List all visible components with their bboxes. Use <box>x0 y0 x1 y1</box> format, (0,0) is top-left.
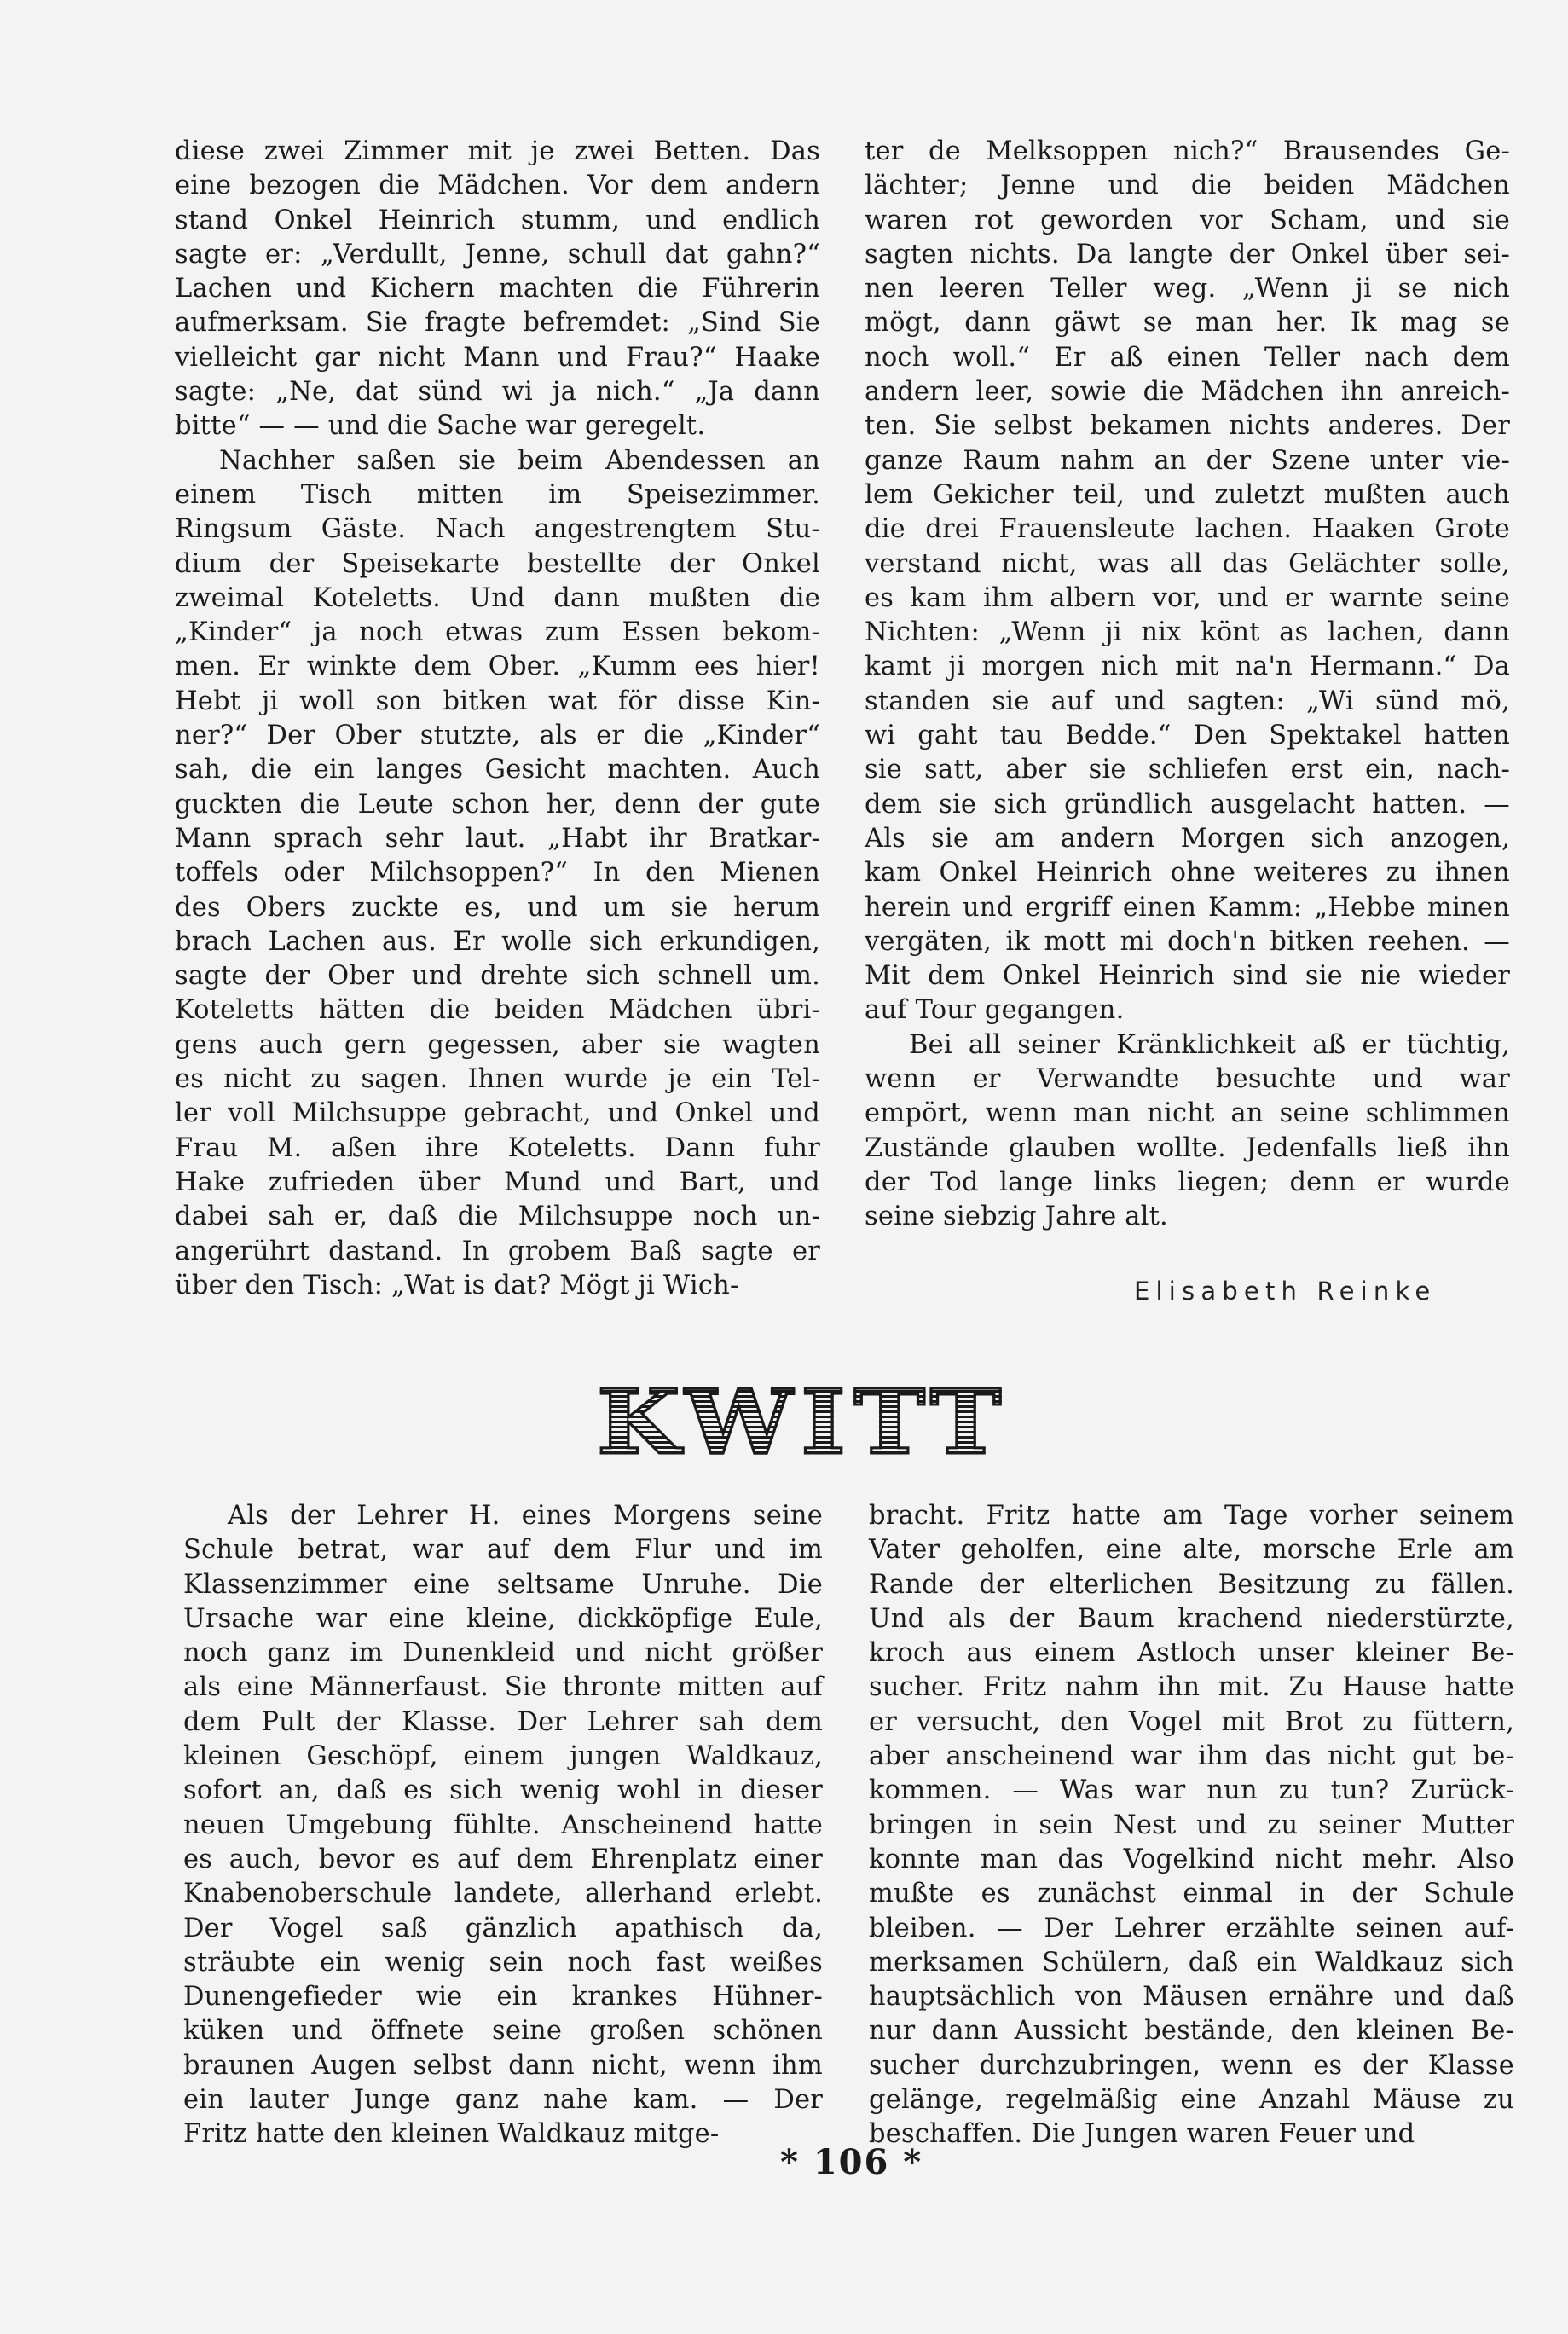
text-line: seine siebzig Jahre alt. <box>865 1202 1168 1232</box>
text-line: merksamen Schülern, daß ein Waldkauz sich <box>869 1947 1514 1978</box>
text-line: ner?“ Der Ober stutzte, als er die „Kinder“ <box>175 721 820 751</box>
text-line: ten. Sie selbst bekamen nichts anderes. Der <box>865 411 1510 442</box>
text-line: dabei sah er, daß die Milchsuppe noch un- <box>175 1202 820 1232</box>
text-line: gelänge, regelmäßig eine Anzahl Mäuse zu <box>869 2085 1514 2116</box>
article-two-right-column <box>869 1499 1514 2152</box>
text-line: diese zwei Zimmer mit je zwei Betten. Das <box>175 136 820 166</box>
text-line: sagten nichts. Da langte der Onkel über sei- <box>865 239 1510 269</box>
text-line: verstand nicht, was all das Gelächter solle, <box>865 548 1510 579</box>
article-title-text: KWITT <box>597 1370 1010 1474</box>
text-line: guckten die Leute schon her, denn der gute <box>175 789 820 820</box>
text-line: ter de Melksoppen nich?“ Brausendes Ge- <box>865 136 1510 166</box>
text-line: konnte man das Vogelkind nicht mehr. Also <box>869 1844 1514 1874</box>
text-line: beschaffen. Die Jungen waren Feuer und <box>869 2119 1415 2150</box>
text-line: sträubte ein wenig sein noch fast weißes <box>183 1947 823 1978</box>
text-line: sagte: „Ne, dat sünd wi ja nich.“ „Ja dann <box>175 377 820 408</box>
text-line: dium der Speisekarte bestellte der Onkel <box>175 548 820 579</box>
text-line: Mit dem Onkel Heinrich sind sie nie wieder <box>865 961 1510 992</box>
text-line: sah, die ein langes Gesicht machten. Auch <box>175 755 820 785</box>
text-line: Vater geholfen, eine alte, morsche Erle am <box>869 1535 1514 1566</box>
article-one-left-column <box>175 135 820 1303</box>
text-line: wenn er Verwandte besuchte und war <box>865 1064 1510 1095</box>
text-line: dem Pult der Klasse. Der Lehrer sah dem <box>183 1706 823 1737</box>
text-line: empört, wenn man nicht an seine schlimmen <box>865 1098 1510 1129</box>
text-line: sucher durchzubringen, wenn es der Klasse <box>869 2050 1514 2081</box>
text-line: kroch aus einem Astloch unser kleiner Be- <box>869 1638 1514 1669</box>
text-line: Als der Lehrer H. eines Morgens seine <box>228 1501 823 1531</box>
text-line: lächter; Jenne und die beiden Mädchen <box>865 171 1510 201</box>
text-line: bitte“ — — und die Sache war geregelt. <box>175 411 706 442</box>
text-line: noch woll.“ Er aß einen Teller nach dem <box>865 342 1510 373</box>
text-line: braunen Augen selbst dann nicht, wenn ihm <box>183 2050 823 2081</box>
text-line: aber anscheinend war ihm das nicht gut be- <box>869 1741 1514 1772</box>
text-line: sofort an, daß es sich wenig wohl in dieser <box>183 1775 823 1806</box>
text-line: Knabenoberschule landete, allerhand erlebt. <box>183 1879 823 1909</box>
text-line: kleinen Geschöpf, einem jungen Waldkauz, <box>183 1741 823 1772</box>
text-line: kommen. — Was war nun zu tun? Zurück- <box>869 1775 1514 1806</box>
text-line: die drei Frauensleute lachen. Haaken Grote <box>865 514 1510 545</box>
text-line: auf Tour gegangen. <box>865 995 1125 1026</box>
text-line: mögt, dann gäwt se man her. Ik mag se <box>865 308 1510 339</box>
text-line: Lachen und Kichern machten die Führerin <box>175 274 820 304</box>
text-line: kam Onkel Heinrich ohne weiteres zu ihnen <box>865 858 1510 889</box>
text-line: Hebt ji woll son bitken wat för disse Kin- <box>175 686 820 716</box>
text-line: Rande der elterlichen Besitzung zu fällen. <box>869 1569 1514 1600</box>
text-line: standen sie auf und sagten: „Wi sünd mö, <box>865 686 1510 716</box>
text-line: herein und ergriff einen Kamm: „Hebbe minen <box>865 892 1510 923</box>
text-line: Der Vogel saß gänzlich apathisch da, <box>183 1913 823 1943</box>
text-line: zweimal Koteletts. Und dann mußten die <box>175 582 820 613</box>
text-line: Mann sprach sehr laut. „Habt ihr Bratkar- <box>175 823 820 854</box>
text-line: ein lauter Junge ganz nahe kam. — Der <box>183 2085 823 2116</box>
text-line: sagte der Ober und drehte sich schnell um. <box>175 961 820 992</box>
text-line: Nichten: „Wenn ji nix könt as lachen, dann <box>865 617 1510 648</box>
text-line: Nachher saßen sie beim Abendessen an <box>219 445 820 476</box>
text-line: Bei all seiner Kränklichkeit aß er tüchtig, <box>909 1029 1510 1060</box>
text-line: andern leer, sowie die Mädchen ihn anreich- <box>865 377 1510 408</box>
page-number: * 106 * <box>780 2142 923 2182</box>
text-line: ganze Raum nahm an der Szene unter vie- <box>865 445 1510 476</box>
text-line: Als sie am andern Morgen sich anzogen, <box>865 823 1510 854</box>
text-line: nen leeren Teller weg. „Wenn ji se nich <box>865 274 1510 304</box>
text-line: sagte er: „Verdullt, Jenne, schull dat gahn?“ <box>175 239 820 269</box>
text-line: des Obers zuckte es, und um sie herum <box>175 892 820 923</box>
text-line: aufmerksam. Sie fragte befremdet: „Sind Sie <box>175 308 820 339</box>
text-line: Schule betrat, war auf dem Flur und im <box>183 1535 823 1566</box>
text-line: Und als der Baum krachend niederstürzte, <box>869 1603 1514 1634</box>
text-line: es kam ihm albern vor, und er warnte seine <box>865 582 1510 613</box>
article-one-right-column <box>865 135 1510 1235</box>
text-line: bringen in sein Nest und zu seiner Mutter <box>869 1810 1514 1840</box>
text-line: eine bezogen die Mädchen. Vor dem andern <box>175 171 820 201</box>
text-line: Hake zufrieden über Mund und Bart, und <box>175 1167 820 1197</box>
text-line: Ringsum Gäste. Nach angestrengtem Stu- <box>175 514 820 545</box>
text-line: er versucht, den Vogel mit Brot zu füttern, <box>869 1706 1514 1737</box>
text-line: neuen Umgebung fühlte. Anscheinend hatte <box>183 1810 823 1840</box>
text-line: Frau M. aßen ihre Koteletts. Dann fuhr <box>175 1132 820 1163</box>
text-line: mußte es zunächst einmal in der Schule <box>869 1879 1514 1909</box>
text-line: nur dann Aussicht bestände, den kleinen Be- <box>869 2016 1514 2047</box>
text-line: über den Tisch: „Wat is dat? Mögt ji Wich- <box>175 1270 739 1300</box>
text-line: kamt ji morgen nich mit na'n Hermann.“ Da <box>865 652 1510 682</box>
author-name: Elisabeth Reinke <box>1134 1277 1437 1306</box>
text-line: gens auch gern gegessen, aber sie wagten <box>175 1029 820 1060</box>
text-line: angerührt dastand. In grobem Baß sagte er <box>175 1236 820 1266</box>
text-line: einem Tisch mitten im Speisezimmer. <box>175 479 820 510</box>
text-line: Fritz hatte den kleinen Waldkauz mitge- <box>183 2119 720 2150</box>
text-line: hauptsächlich von Mäusen ernähre und daß <box>869 1982 1514 2013</box>
text-line: es auch, bevor es auf dem Ehrenplatz einer <box>183 1844 823 1874</box>
article-title <box>597 1370 1091 1474</box>
text-line: vergäten, ik mott mi doch'n bitken reehen. — <box>865 926 1510 957</box>
text-line: als eine Männerfaust. Sie thronte mitten auf <box>183 1672 823 1703</box>
text-line: Koteletts hätten die beiden Mädchen übri- <box>175 995 820 1026</box>
text-line: Dunengefieder wie ein krankes Hühner- <box>183 1982 823 2013</box>
text-line: der Tod lange links liegen; denn er wurde <box>865 1167 1510 1197</box>
text-line: waren rot geworden vor Scham, und sie <box>865 205 1510 235</box>
text-line: noch ganz im Dunenkleid und nicht größer <box>183 1638 823 1669</box>
text-line: küken und öffnete seine großen schönen <box>183 2016 823 2047</box>
text-line: bleiben. — Der Lehrer erzählte seinen auf- <box>869 1913 1514 1943</box>
text-line: Klassenzimmer eine seltsame Unruhe. Die <box>183 1569 823 1600</box>
text-line: bracht. Fritz hatte am Tage vorher seinem <box>869 1501 1514 1531</box>
text-line: sucher. Fritz nahm ihn mit. Zu Hause hatte <box>869 1672 1514 1703</box>
text-line: toffels oder Milchsoppen?“ In den Mienen <box>175 858 820 889</box>
text-line: dem sie sich gründlich ausgelacht hatten. — <box>865 789 1510 820</box>
text-line: ler voll Milchsuppe gebracht, und Onkel und <box>175 1098 820 1129</box>
text-line: sie satt, aber sie schliefen erst ein, nach- <box>865 755 1510 785</box>
text-line: brach Lachen aus. Er wolle sich erkundigen, <box>175 926 820 957</box>
article-two-left-column <box>183 1499 823 2152</box>
text-line: lem Gekicher teil, und zuletzt mußten auch <box>865 479 1510 510</box>
text-line: men. Er winkte dem Ober. „Kumm ees hier! <box>175 652 820 682</box>
text-line: es nicht zu sagen. Ihnen wurde je ein Tel- <box>175 1064 820 1095</box>
text-line: „Kinder“ ja noch etwas zum Essen bekom- <box>175 617 820 648</box>
text-line: Zustände glauben wollte. Jedenfalls ließ ihn <box>865 1132 1510 1163</box>
text-line: wi gaht tau Bedde.“ Den Spektakel hatten <box>865 721 1510 751</box>
text-line: Ursache war eine kleine, dickköpfige Eule, <box>183 1603 823 1634</box>
text-line: stand Onkel Heinrich stumm, und endlich <box>175 205 820 235</box>
text-line: vielleicht gar nicht Mann und Frau?“ Haake <box>175 342 820 373</box>
